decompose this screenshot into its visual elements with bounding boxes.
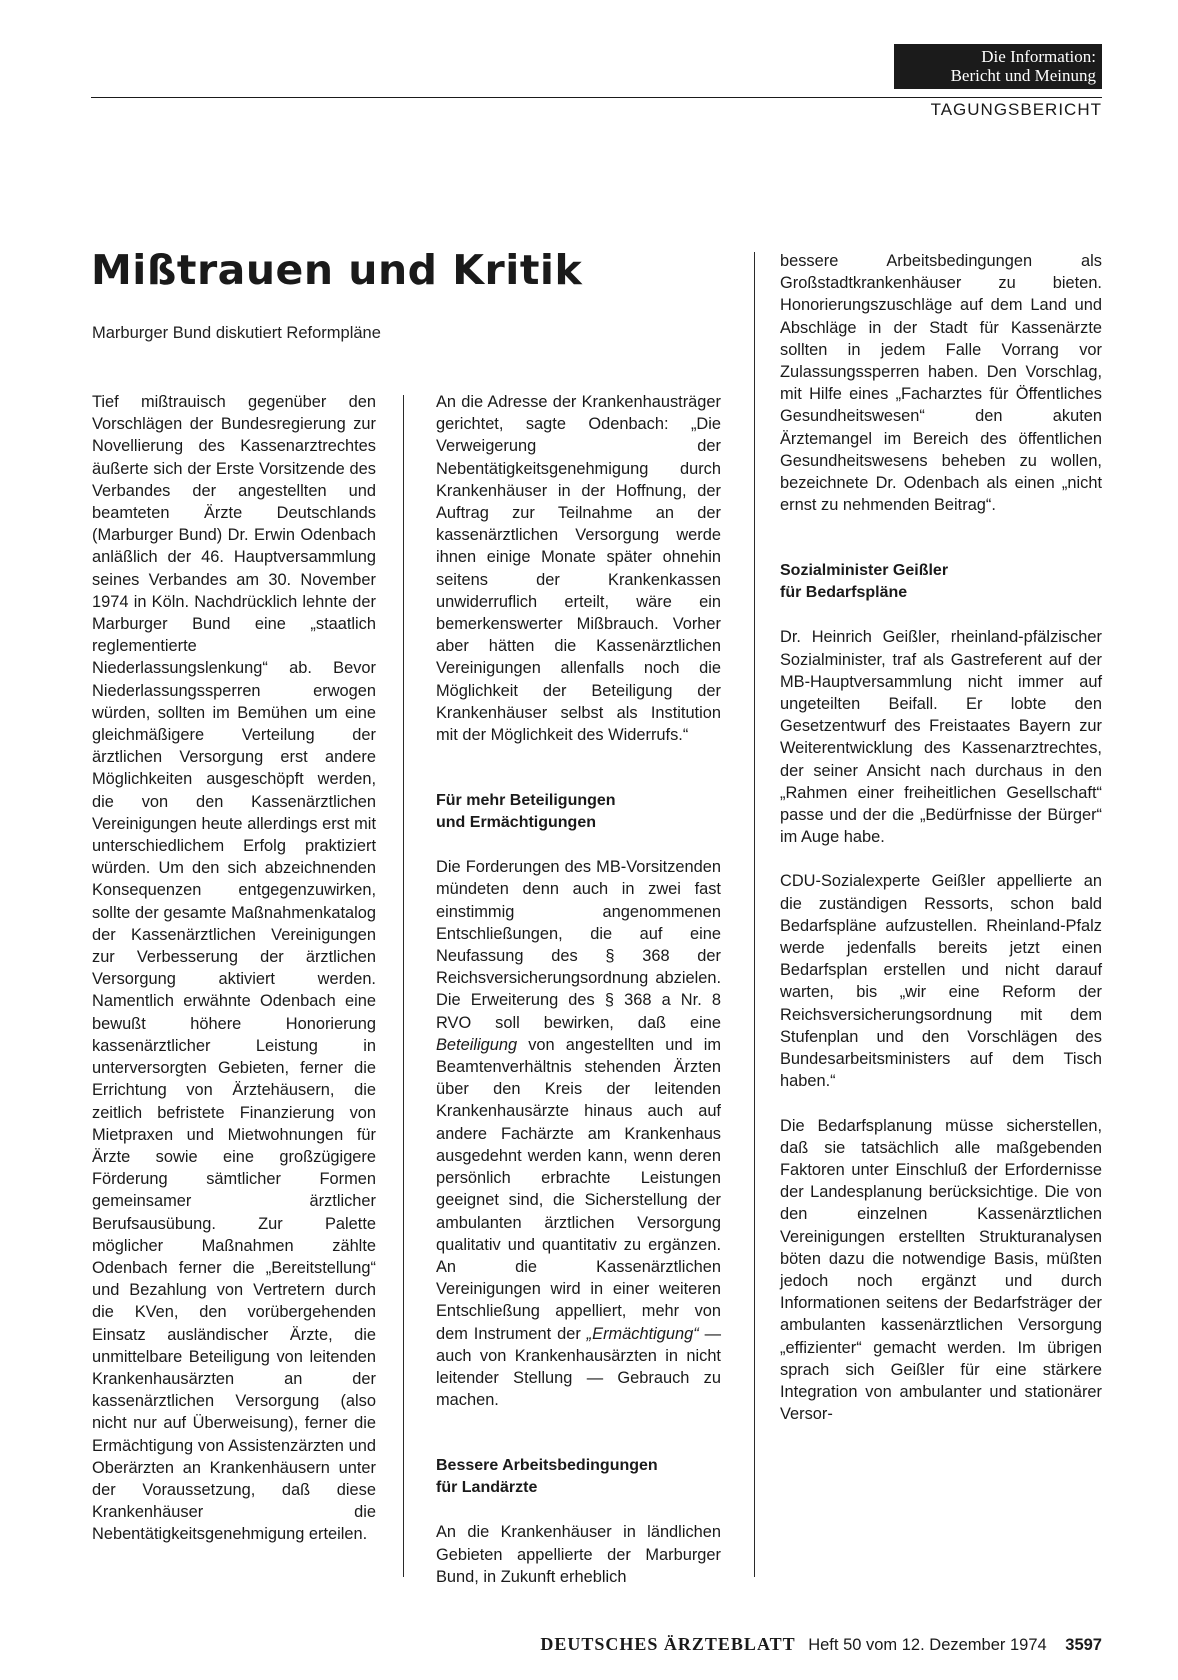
spacer	[780, 516, 1102, 560]
emphasis: „Ermächtigung“	[586, 1324, 699, 1343]
column-3	[780, 250, 1102, 1425]
section-label	[894, 44, 1102, 89]
emphasis: Beteiligung	[436, 1035, 518, 1054]
spacer	[436, 1499, 721, 1521]
paragraph: CDU-Sozialexperte Geißler appellierte an die zuständigen Ressorts, schon bald Bedarfspläne aufzustellen. Rheinland-Pfalz werde jedenfalls bereits jetzt einen Bedarfsplan erstellen und nicht darauf warten, bis „wir eine Reform der Reichsversicherungsordnung mit dem Stufenplan und den Vorschlägen des Bundesarbeitsministers auf dem Tisch haben.“	[780, 872, 1102, 1091]
header-rule	[91, 97, 1102, 98]
column-2	[436, 391, 721, 1588]
column-rule-right	[754, 252, 755, 1577]
spacer	[780, 848, 1102, 870]
spacer	[436, 834, 721, 856]
column-rule-left	[403, 395, 404, 1577]
page-footer	[540, 1634, 1102, 1655]
section-heading	[780, 560, 1102, 604]
section-label-line2: Bericht und Meinung	[950, 66, 1096, 85]
article-subtitle: Marburger Bund diskutiert Reformpläne	[92, 324, 381, 342]
paragraph: An die Krankenhäuser in ländlichen Gebieten appellierte der Marburger Bund, in Zukunft erheblich	[436, 1523, 721, 1586]
section-heading-line: und Ermächtigungen	[436, 814, 596, 832]
spacer	[780, 1093, 1102, 1115]
section-label-line1: Die Information:	[981, 47, 1096, 66]
paragraph: Die Bedarfsplanung müsse sicherstellen, daß sie tatsächlich alle maßgebenden Faktoren unter Einschluß der Erfordernisse der Landesplanung berücksichtige. Die von den einzelnen Kassenärztlichen Vereinigungen erstellten Strukturanalysen böten dazu die notwendige Basis, müßten jedoch noch ergänzt und durch Informationen seitens der Bedarfsträger der ambulanten kassenärztlichen Versorgung „effizienter“ gemacht werden. Im übrigen sprach sich Geißler für eine stärkere Integration von ambulanter und stationärer Versor-	[780, 1116, 1102, 1424]
spacer	[436, 1411, 721, 1455]
paragraph: Tief mißtrauisch gegenüber den Vorschlägen der Bundesregierung zur Novellierung des Kassenarztrechtes äußerte sich der Erste Vorsitzende des Verbandes der angestellten und beamteten Ärzte Deutschlands (Marburger Bund) Dr. Erwin Odenbach anläßlich der 46. Hauptversammlung seines Verbandes am 30. November 1974 in Köln. Nachdrücklich lehnte der Marburger Bund eine „staatlich reglementierte Niederlassungslenkung“ ab. Bevor Niederlassungssperren erwogen würden, sollten im Bemühen um eine gleichmäßigere Verteilung der ärztlichen Versorgung erst andere Möglichkeiten ausgeschöpft werden, die von den Kassenärztlichen Vereinigungen heute allerdings erst mit unterschiedlichem Erfolg praktiziert würden. Um den sich abzeichnenden Konsequenzen entgegenzuwirken, sollte der gesamte Maßnahmenkatalog der Kassenärztlichen Vereinigungen zur Verbesserung der ärztlichen Versorgung aktiviert werden. Namentlich erwähnte Odenbach eine bewußt höhere Honorierung kassenärztlicher Leistung in unterversorgten Gebieten, ferner die Errichtung von Ärztehäusern, die zeitlich befristete Finanzierung von Mietpraxen und Mietwohnungen für Ärzte sowie eine großzügigere Förderung sämtlicher Formen gemeinsamer ärztlicher Berufsausübung. Zur Palette möglicher Maßnahmen zählte Odenbach ferner die „Bereitstellung“ und Bezahlung von Vertretern durch die KVen, den vorübergehenden Einsatz ausländischer Ärzte, die unmittelbare Beteiligung von leitenden Krankenhausärzten an der kassenärztlichen Versorgung (also nicht nur auf Überweisung), ferner die Ermächtigung von Assistenzärzten und Oberärzten an Krankenhäusern unter der Voraussetzung, daß diese Krankenhäuser die Nebentätigkeitsgenehmigung erteilen.	[92, 393, 376, 1544]
journal-name: DEUTSCHES ÄRZTEBLATT	[540, 1634, 796, 1654]
section-heading	[436, 1455, 721, 1499]
paragraph	[436, 856, 721, 1411]
article-title: Mißtrauen und Kritik	[91, 246, 583, 294]
column-1	[92, 391, 376, 1546]
paragraph: bessere Arbeitsbedingungen als Großstadtkrankenhäuser zu bieten. Honorierungszuschläge auf dem Land und Abschläge in der Stadt für Kassenärzte sollten in jedem Falle Vorrang vor Zulassungssperren haben. Den Vorschlag, mit Hilfe eines „Facharztes für Öffentliches Gesundheitswesen“ den akuten Ärztemangel im Bereich des öffentlichen Gesundheitswesens beheben zu wollen, bezeichnete Dr. Odenbach als einen „nicht ernst zu nehmenden Beitrag“.	[780, 252, 1102, 515]
section-heading-line: Für mehr Beteiligungen	[436, 792, 616, 810]
section-heading-line: Sozialminister Geißler	[780, 562, 949, 580]
text-run: von angestellten und im Beamtenverhältnis stehenden Ärzten über den Kreis der leitenden Krankenhausärzte hinaus auch auf andere Fachärzte am Krankenhaus ausgedehnt werden kann, wenn deren persönlich erbrachte Leistungen geeignet sind, die Sicherstellung der ambulanten ärztlichen Versorgung qualitativ und quantitativ zu ergänzen. An die Kassenärztlichen Vereinigungen wird in einer weiteren Entschließung appelliert, mehr von dem Instrument der	[436, 1035, 721, 1343]
rubric: TAGUNGSBERICHT	[930, 100, 1102, 119]
section-heading	[436, 790, 721, 834]
text-run: Die Forderungen des MB-Vorsitzenden mündeten denn auch in zwei fast einstimmig angenommenen Entschließungen, die auf eine Neufassung des § 368 der Reichsversicherungsordnung abzielen. Die Erweiterung des § 368 a Nr. 8 RVO soll bewirken, daß eine	[436, 858, 721, 1032]
issue-info: Heft 50 vom 12. Dezember 1974	[808, 1636, 1047, 1654]
paragraph: Dr. Heinrich Geißler, rheinland-pfälzischer Sozialminister, traf als Gastreferent auf der MB-Hauptversammlung nicht immer auf ungeteilten Beifall. Er lobte den Gesetzentwurf des Freistaates Bayern zur Weiterentwicklung des Kassenarztrechtes, der seiner Ansicht nach durchaus in den „Rahmen einer freiheitlichen Gesellschaft“ passe und der die „Bedürfnisse der Bürger“ im Auge habe.	[780, 628, 1102, 847]
text-run: — auch von Krankenhausärzten in nicht leitender Stellung — Gebrauch zu machen.	[436, 1324, 721, 1410]
section-heading-line: Bessere Arbeitsbedingungen	[436, 1457, 658, 1475]
page-number: 3597	[1065, 1636, 1102, 1654]
spacer	[780, 604, 1102, 626]
section-heading-line: für Landärzte	[436, 1479, 538, 1497]
paragraph: An die Adresse der Krankenhausträger gerichtet, sagte Odenbach: „Die Verweigerung der Nebentätigkeitsgenehmigung durch Krankenhäuser in der Hoffnung, der Auftrag zur Teilnahme an der kassenärztlichen Versorgung werde ihnen einige Monate später ohnehin seitens der Krankenkassen unwiderruflich erteilt, wäre ein bemerkenswerter Mißbrauch. Vorher aber hätten die Kassenärztlichen Vereinigungen allenfalls noch die Möglichkeit der Beteiligung der Krankenhäuser selbst als Institution mit der Möglichkeit des Widerrufs.“	[436, 393, 721, 745]
section-heading-line: für Bedarfspläne	[780, 584, 908, 602]
spacer	[436, 746, 721, 790]
